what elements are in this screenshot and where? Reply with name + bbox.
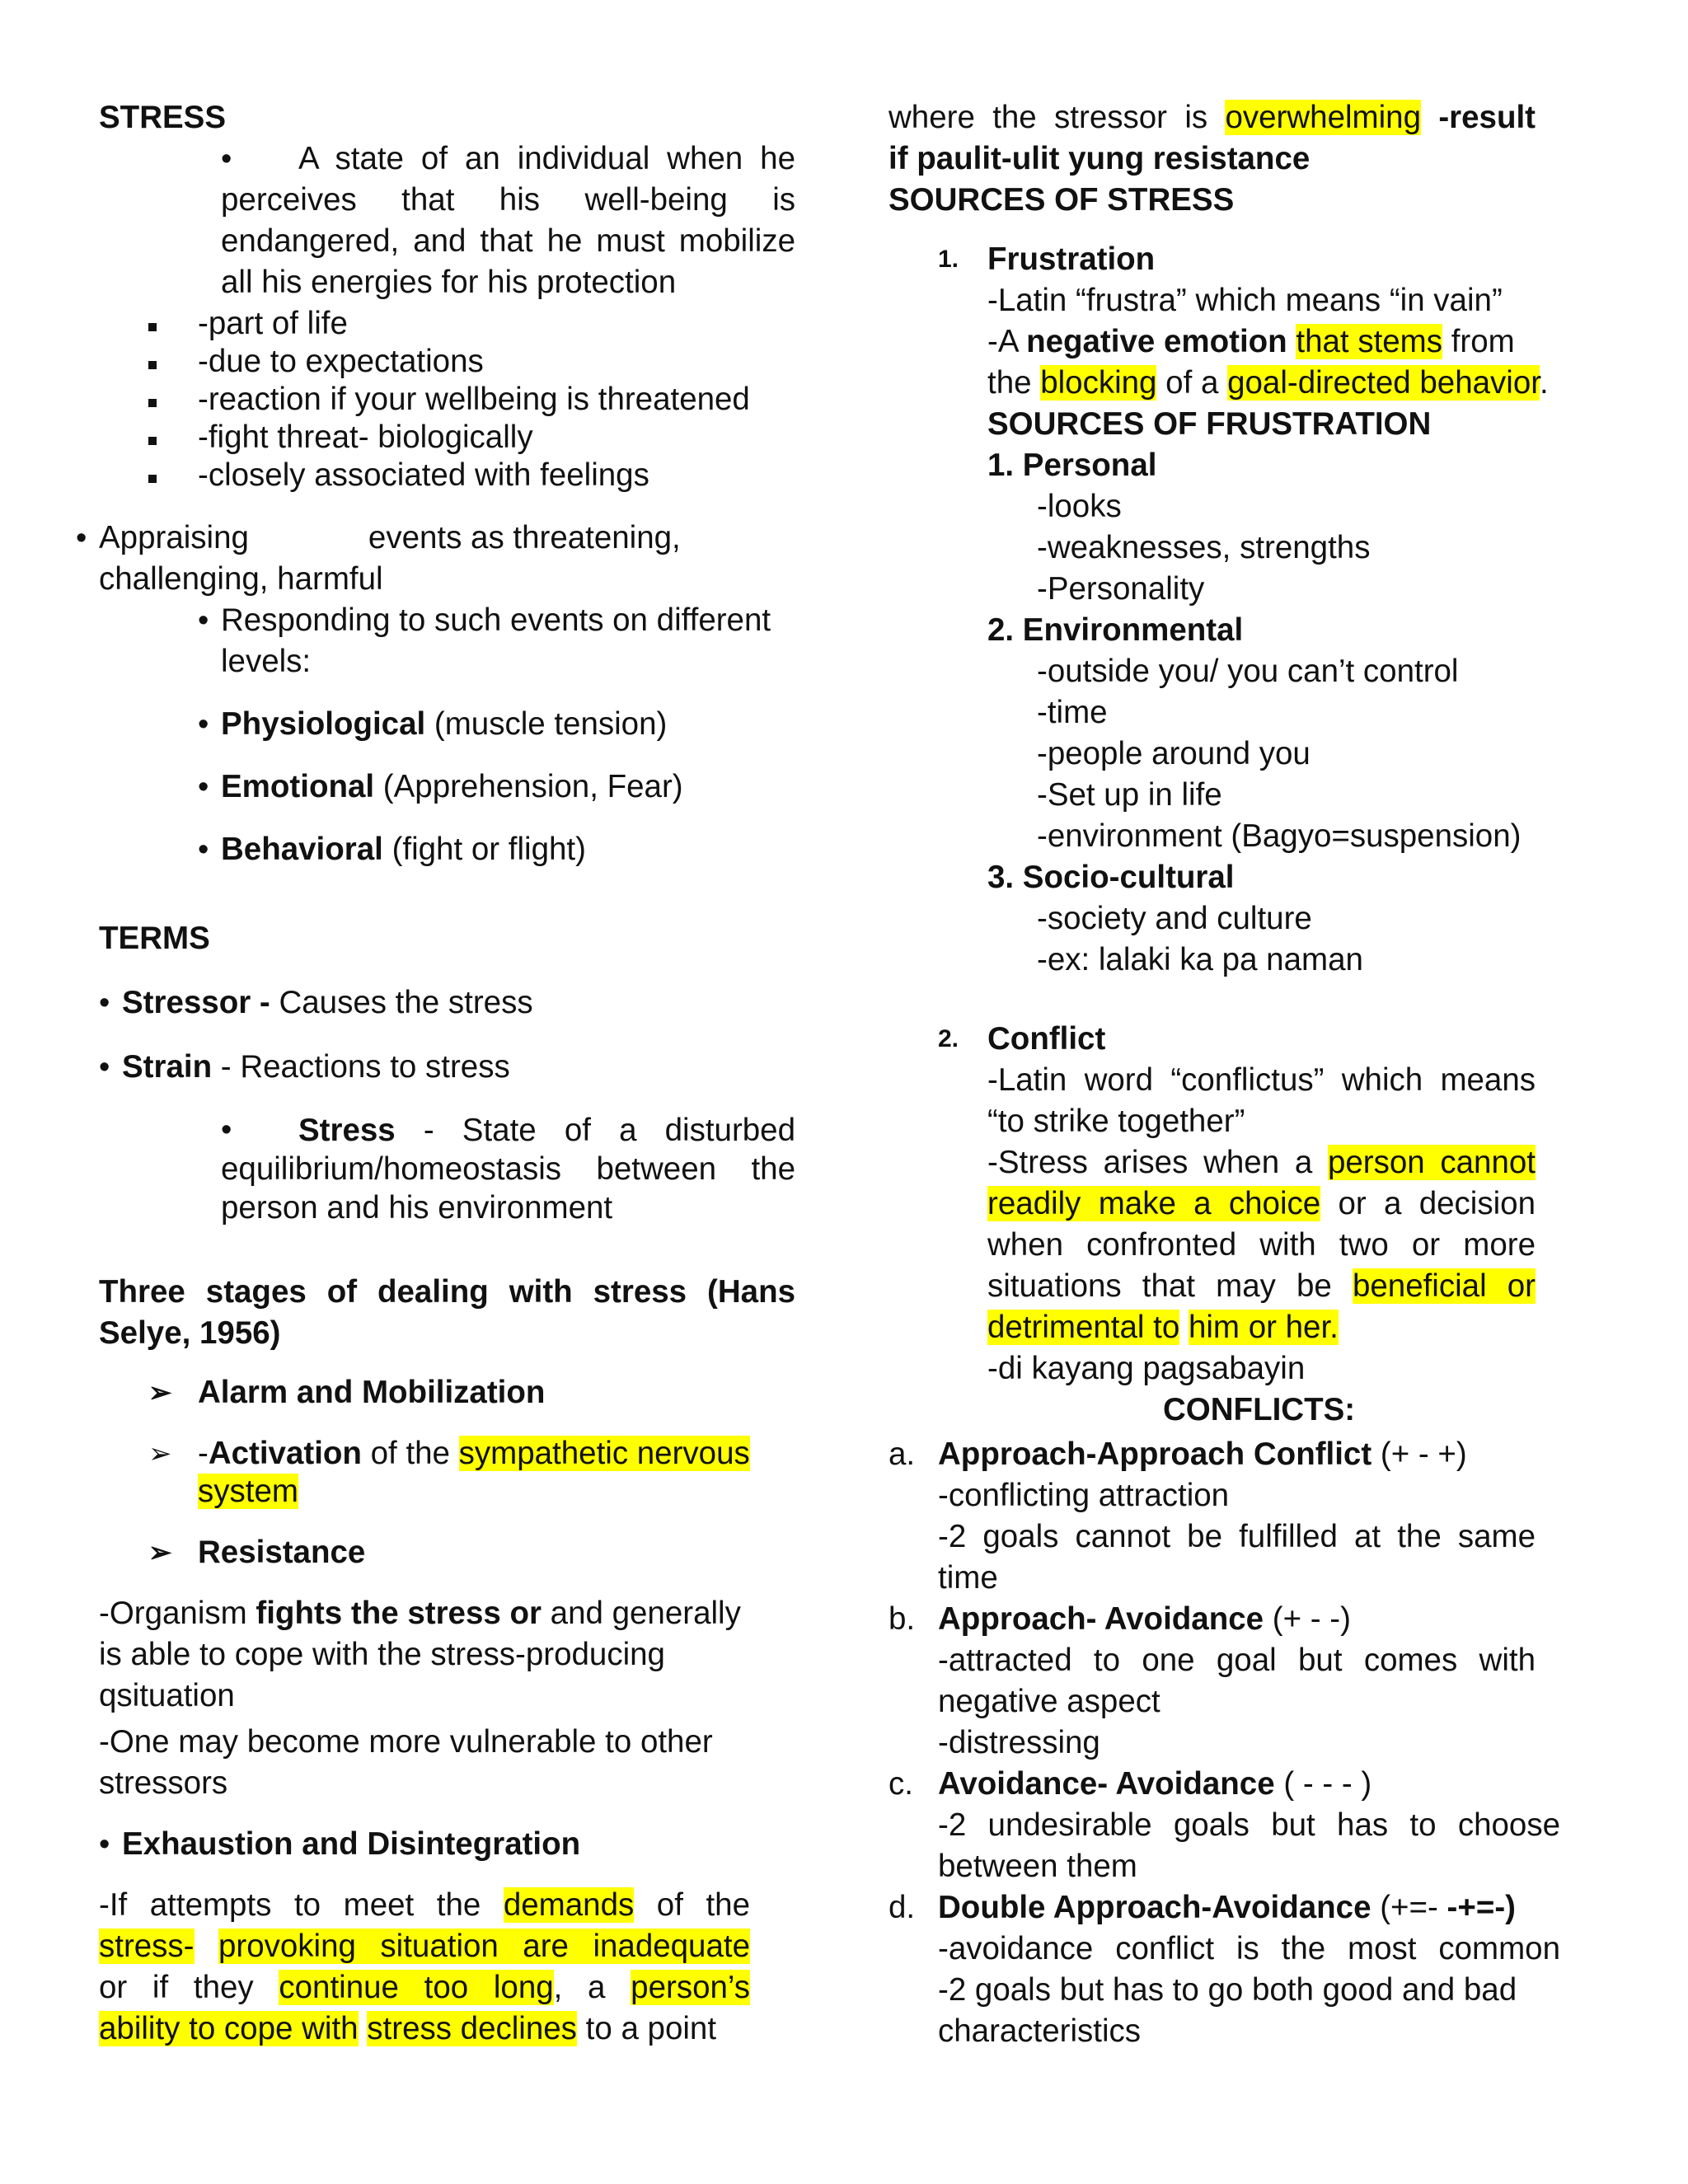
organism-text: -Organism fights the stress or and generally xyxy=(99,1596,741,1631)
list-item: -society and culture xyxy=(1037,901,1312,936)
conflict-body: -Latin word “conflictus” which means “to strike together” -Stress arises when a person cannot readily make a choice or a decision when confronted with two or more situations that may be beneficial or detrimental to him or her. -di kayang pagsabayin xyxy=(987,1062,1536,1386)
stage-activation: ➢ -Activation of the sympathetic nervous system xyxy=(148,1436,750,1509)
square-bullet-icon xyxy=(148,437,157,445)
bullet-icon: • xyxy=(99,986,110,1020)
square-bullet-icon xyxy=(148,475,157,483)
list-item: -Personality xyxy=(1037,571,1205,607)
exhaustion-heading: • Exhaustion and Disintegration xyxy=(99,1824,795,1865)
responding-text: • Responding to such events on different xyxy=(99,600,795,641)
conflict-type-c: c. Avoidance- Avoidance ( - - - ) -2 undesirable goals but has to choose between them xyxy=(889,1766,1560,1884)
level-emotional: • Emotional (Apprehension, Fear) xyxy=(99,766,795,808)
list-item: -time xyxy=(1037,695,1108,730)
bullet-icon: • xyxy=(198,707,209,742)
list-item: -ex: lalaki ka pa naman xyxy=(1037,942,1363,977)
bullet-icon: • xyxy=(221,1113,232,1147)
arrow-bullet-icon: ➢ xyxy=(148,1377,172,1408)
list-item: -looks xyxy=(1037,489,1122,524)
list-item: -outside you/ you can’t control xyxy=(1037,654,1459,689)
bullet-icon: • xyxy=(198,832,209,867)
term-stress: • Stress - State of a disturbed equilibrium/homeostasis between the person and his environment xyxy=(221,1113,796,1226)
list-item: -people around you xyxy=(1037,736,1311,771)
conflict-heading: 2. Conflict xyxy=(938,1021,1106,1057)
right-column: where the stressor is overwhelming -result if paulit-ulit yung resistance SOURCES OF STRESS 1. Frustration -Latin “frustra” which means “in vain” -A negative emotion that stems from the blocking of a goal-directed behavior. SOURCES OF FRUSTRATION 1. Personal -looks -weaknesses, strengths -Personality 2. Environmental -outside you/ you can’t control -time -people around you -Set up in life -environment (Bagyo=suspension) 3. Socio-cultural -society and culture -ex: lalaki ka pa naman 2. Conflict -Latin word “conflictus” which means “to strike together” -Stress arises when a person cannot readily make a choice or a decision when confronted with two or more situations that may be beneficial or detrimental to him or her. -di kayang pagsabayin CONFLICTS: a. Approach-Approach Conflict (+ - +) -conflicting attraction -2 goals cannot be fulfilled at the same time b. Approach- Avoidance (+ - -) -attracted to one goal but comes with negative aspect -distressing c. Avoidance- Avoidance ( - - - ) -2 undesirable goals but has to choose between them d. Double Approach-Avoidance (+=- -+=-) -avoidance conflict is the most common -2 goals but has to go both good and bad characteristics xyxy=(889,97,1589,2052)
source-socio-cultural: 3. Socio-cultural xyxy=(987,860,1235,895)
level-behavioral: • Behavioral (fight or flight) xyxy=(99,829,795,870)
bullet-icon: • xyxy=(99,1827,110,1862)
bullet-icon: • xyxy=(76,521,87,555)
terms-heading: TERMS xyxy=(99,921,210,956)
source-personal: 1. Personal xyxy=(987,448,1157,483)
left-column: STRESS • A state of an individual when he perceives that his well-being is endangered, and that he must mobilize all his energies for his protection -part of life -due to expectations -reaction if your wellbeing is threatened -fight threat- biologically -closely associated with feelings • Appraising events as threatening, challenging, harmful • Responding to such events on different levels: • Physiological (muscle tension) • Emotional (Apprehension, Fear) • Behavioral (fight or flight) TERMS • Stressor - Causes the stress • Strain - Reactions to stress • Stress - State of a disturbed equilibrium/homeostasis between the person and his environment Three stages of dealing with stress (Hans Selye, 1956) ➢ Alarm and Mobilization ➢ -Activation of the sympathetic nervous system ➢ Resistance -Organism fights the stress or and generally is able to cope with the stress-producing qsituation -One may become more vulnerable to other stressors • Exhaustion and Disintegration -If attempts to meet the demands of the stress- provoking situation are inadequate or if they continue too long, a person’s ability to cope with stress declines to a point xyxy=(99,97,795,2050)
square-bullet-icon xyxy=(148,399,157,407)
bullet-icon: • xyxy=(198,603,209,638)
sources-of-frustration-heading: SOURCES OF FRUSTRATION xyxy=(987,406,1432,442)
list-item: -environment (Bagyo=suspension) xyxy=(1037,818,1522,854)
term-strain: • Strain - Reactions to stress xyxy=(99,1047,795,1088)
conflict-types-list xyxy=(889,1434,1589,2052)
list-item: -reaction if your wellbeing is threatened xyxy=(198,381,795,419)
stress-characteristics-list xyxy=(99,305,795,494)
term-stressor: • Stressor - Causes the stress xyxy=(99,982,795,1024)
list-item: -weaknesses, strengths xyxy=(1037,530,1371,565)
stage-resistance: ➢ Resistance xyxy=(99,1532,795,1573)
three-stages-heading: Three stages of dealing with stress (Hans xyxy=(99,1274,795,1310)
arrow-bullet-icon: ➢ xyxy=(148,1537,172,1568)
stress-definition: • A state of an individual when he perceives that his well-being is endangered, and that he must mobilize all his energies for his protection xyxy=(99,138,795,303)
conflict-type-d: d. Double Approach-Avoidance (+=- -+=-) -avoidance conflict is the most common -2 goals but has to go both good and bad characteristics xyxy=(889,1890,1560,2049)
stage-alarm: ➢ Alarm and Mobilization xyxy=(99,1372,795,1413)
list-item: -Set up in life xyxy=(1037,777,1222,813)
arrow-bullet-icon: ➢ xyxy=(148,1438,172,1469)
frustration-heading: 1. Frustration xyxy=(938,241,1156,277)
bullet-icon: • xyxy=(99,1050,110,1085)
conflicts-heading: CONFLICTS: xyxy=(1163,1392,1356,1427)
list-item: -fight threat- biologically xyxy=(198,419,795,457)
square-bullet-icon xyxy=(148,323,157,331)
list-item: -closely associated with feelings xyxy=(198,457,795,494)
continued-text: where the stressor is overwhelming -result xyxy=(889,100,1536,135)
list-item: -due to expectations xyxy=(198,343,795,381)
level-physiological: • Physiological (muscle tension) xyxy=(99,704,795,745)
bullet-icon: • xyxy=(221,142,232,176)
exhaustion-text: -If attempts to meet the demands of the stress- provoking situation are inadequate or if they continue too long, a person’s ability to cope with stress declines to a point xyxy=(99,1887,750,2046)
source-environmental: 2. Environmental xyxy=(987,612,1244,648)
frustration-body: -Latin “frustra” which means “in vain” -A negative emotion that stems from the blocking of a goal-directed behavior. SOURCES OF FRUSTRATION 1. Personal -looks -weaknesses, strengths -Personality 2. Environmental -outside you/ you can’t control -time -people around you -Set up in life -environment (Bagyo=suspension) 3. Socio-cultural -society and culture -ex: lalaki ka pa naman xyxy=(889,280,1589,981)
appraising-text: • Appraising events as threatening, xyxy=(99,518,795,559)
conflict-type-b: b. Approach- Avoidance (+ - -) -attracted to one goal but comes with negative aspect -distressing xyxy=(889,1601,1536,1760)
bullet-icon: • xyxy=(198,770,209,804)
sources-of-stress-heading: SOURCES OF STRESS xyxy=(889,182,1235,218)
square-bullet-icon xyxy=(148,361,157,369)
conflict-type-a: a. Approach-Approach Conflict (+ - +) -conflicting attraction -2 goals cannot be fulfilled at the same time xyxy=(889,1436,1536,1596)
stress-heading: STRESS xyxy=(99,100,227,135)
list-item: -part of life xyxy=(198,305,795,343)
